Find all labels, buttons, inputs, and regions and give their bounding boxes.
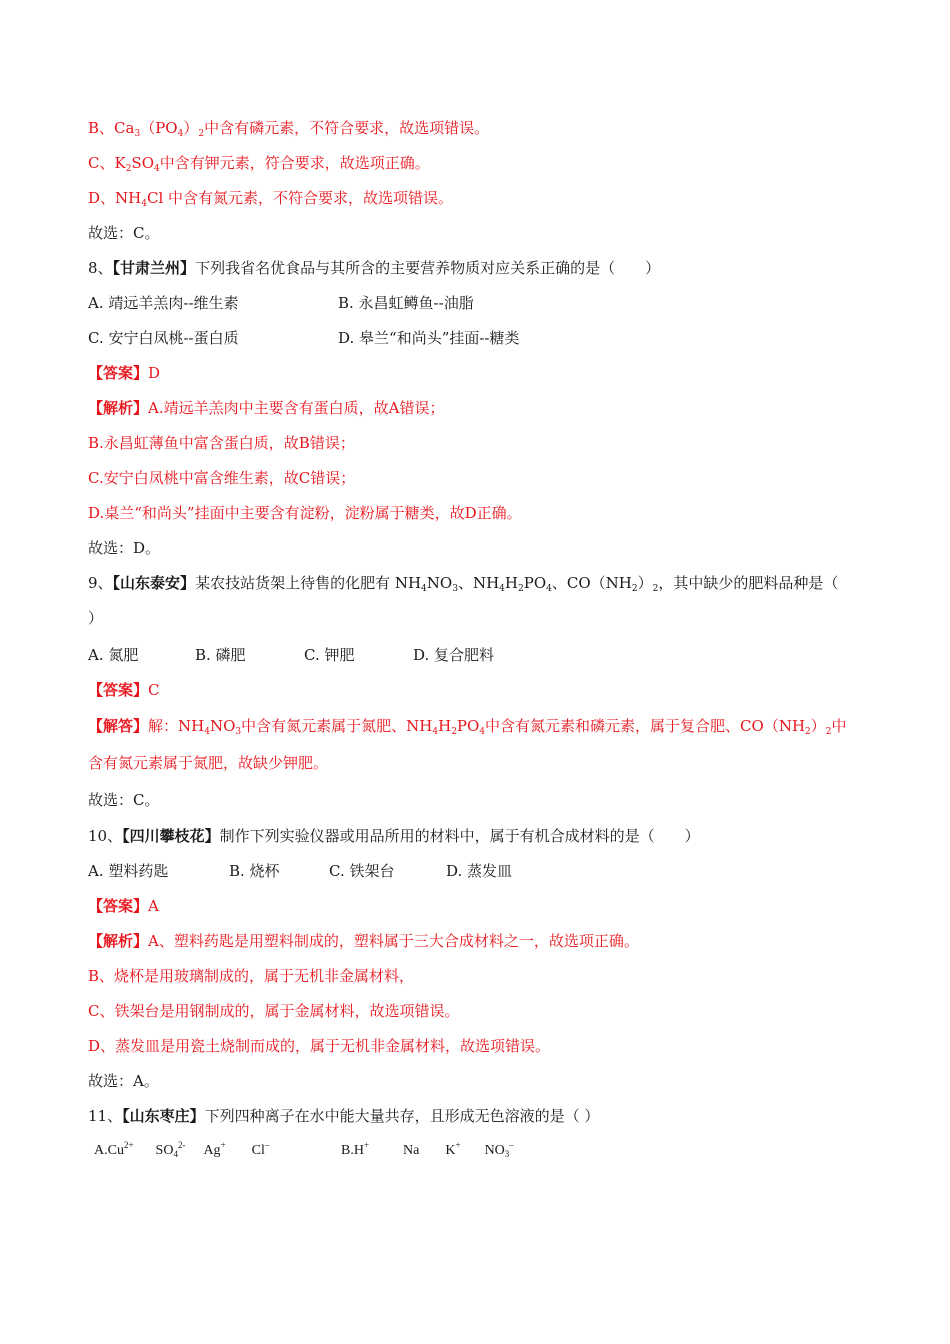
q10-option-b: B. 烧杯: [229, 862, 280, 880]
q8-option-b: B. 永昌虹鳟鱼--油脂: [338, 294, 474, 312]
q8-option-c: C. 安宁白凤桃--蛋白质: [88, 329, 239, 347]
q10-option-a: A. 塑料药匙: [88, 862, 169, 880]
q8-stem: 下列我省名优食品与其所含的主要营养物质对应关系正确的是（ ）: [195, 259, 661, 277]
q9-conclusion: 故选：C。: [88, 791, 160, 809]
q9-answer: 【答案】C: [88, 681, 160, 699]
q8-option-a: A. 靖远羊羔肉--维生素: [88, 294, 239, 312]
q10-analysis-c: C、铁架台是用钢制成的，属于金属材料，故选项错误。: [88, 1002, 460, 1020]
q8-conclusion: 故选：D。: [88, 539, 161, 557]
q8-answer: 【答案】D: [88, 364, 161, 382]
q9-question: 9、【山东泰安】某农技站货架上待售的化肥有 $NH_4NO_3$、$NH_4H_2PO_4$、$CO(NH_2)_2$，其中缺少的肥料品种是（: [88, 574, 839, 594]
q9-option-a: A. 氮肥: [88, 646, 139, 664]
q10-analysis-b: B、烧杯是用玻璃制成的，属于无机非金属材料，: [88, 967, 415, 985]
q11-question: 11、【山东枣庄】下列四种离子在水中能大量共存，且形成无色溶液的是（ ）: [88, 1107, 600, 1125]
q7-option-c-analysis: C、$K_2SO_4$中含有钾元素，符合要求，故选项正确。: [88, 154, 430, 174]
q8-analysis-c: C.安宁白凤桃中富含维生素，故C错误；: [88, 469, 356, 487]
q7-conclusion: 故选：C。: [88, 224, 160, 242]
q11-option-a: $A.Cu^{2+}$ $SO_4^{2-}$ Ag+ Cl–: [94, 1140, 270, 1159]
q9-question-cont: ）: [88, 609, 104, 627]
q11-option-b: B.H+ Na K+ $NO_3^-$: [341, 1140, 514, 1159]
q8-source: 【甘肃兰州】: [112, 259, 196, 277]
q8-analysis-b: B.永昌虹薄鱼中富含蛋白质，故B错误；: [88, 434, 355, 452]
q10-option-d: D. 蒸发皿: [446, 862, 513, 880]
q10-analysis-a: 【解析】A、塑料药匙是用塑料制成的，塑料属于三大合成材料之一，故选项正确。: [88, 932, 639, 950]
q9-analysis: 【解答】解：$NH_4NO_3$中含有氮元素属于氮肥、$NH_4H_2PO_4$中含有氮元素和磷元素，属于复合肥、$CO(NH_2)_2$中: [88, 717, 847, 737]
q9-analysis-cont: 含有氮元素属于氮肥，故缺少钾肥。: [88, 754, 329, 772]
q9-option-c: C. 钾肥: [304, 646, 355, 664]
q8-option-d: D. 皋兰“和尚头”挂面--糖类: [338, 329, 520, 347]
q7-option-d-analysis: D、$NH_4Cl$ 中含有氮元素，不符合要求，故选项错误。: [88, 189, 454, 209]
q10-answer: 【答案】A: [88, 897, 159, 915]
q8-number: 8、: [88, 259, 113, 277]
q7-option-b-analysis: B、$Ca_3(PO_4)_2$中含有磷元素，不符合要求，故选项错误。: [88, 119, 490, 139]
q8-analysis-a: 【解析】A.靖远羊羔肉中主要含有蛋白质，故A错误；: [88, 399, 445, 417]
q8-question: [88, 258, 660, 278]
q9-option-d: D. 复合肥料: [413, 646, 495, 664]
q10-conclusion: 故选：A。: [88, 1072, 159, 1090]
q8-analysis-d: D.桌兰“和尚头”挂面中主要含有淀粉，淀粉属于糖类，故D正确。: [88, 504, 522, 522]
q9-option-b: B. 磷肥: [195, 646, 246, 664]
q10-question: 10、【四川攀枝花】制作下列实验仪器或用品所用的材料中，属于有机合成材料的是（ ）: [88, 827, 700, 845]
q10-option-c: C. 铁架台: [329, 862, 395, 880]
q10-analysis-d: D、蒸发皿是用瓷土烧制而成的，属于无机非金属材料，故选项错误。: [88, 1037, 551, 1055]
